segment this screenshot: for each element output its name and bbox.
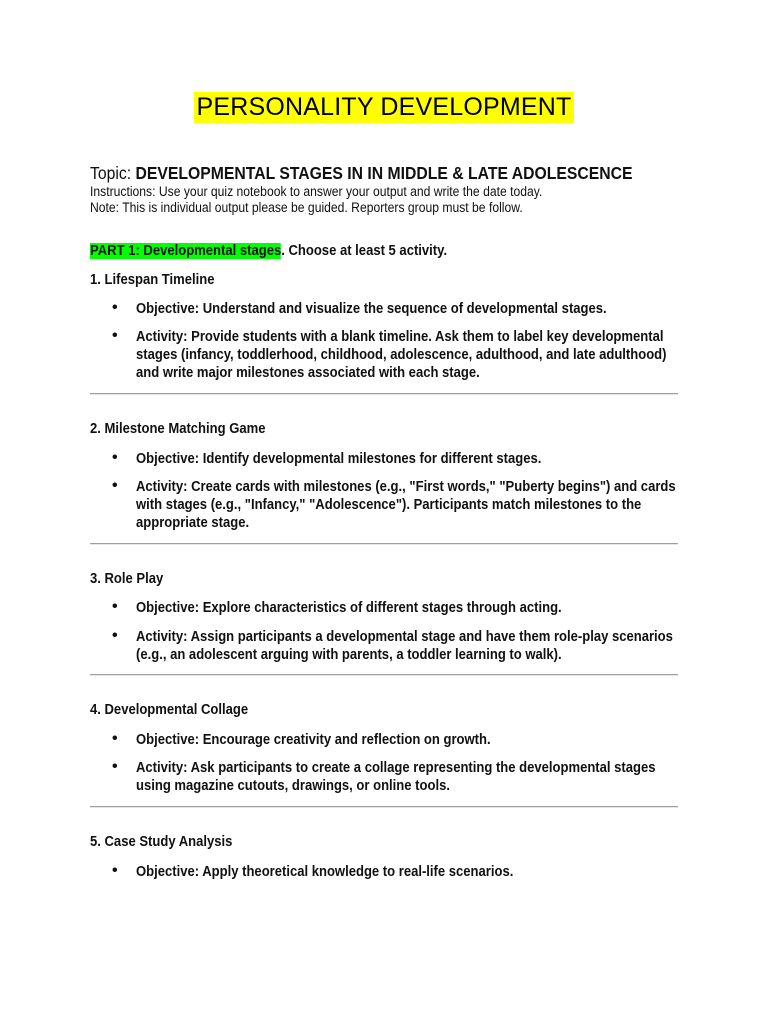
- bullet-icon: •: [112, 598, 118, 615]
- title-container: [0, 92, 768, 123]
- section-1-title: 1. Lifespan Timeline: [90, 272, 215, 288]
- bullet-icon: •: [112, 730, 118, 747]
- bullet-icon: •: [112, 327, 118, 344]
- topic-text: DEVELOPMENTAL STAGES IN IN MIDDLE & LATE ADOLESCENCE: [135, 163, 633, 183]
- instructions-text: Instructions: Use your quiz notebook to answer your output and write the date today.: [90, 184, 543, 199]
- section-4-title: 4. Developmental Collage: [90, 702, 249, 718]
- section-3-title: 3. Role Play: [90, 571, 164, 587]
- item-text: Activity: Provide students with a blank timeline. Ask them to label key developmental stages (infancy, toddlerhood, childhood, adolescence, adulthood, and late adulthood) and write major milestones associated with each stage.: [136, 329, 667, 381]
- note-text: Note: This is individual output please be guided. Reporters group must be follow.: [90, 200, 523, 215]
- section-5-title: 5. Case Study Analysis: [90, 834, 233, 850]
- bullet-icon: •: [112, 862, 118, 879]
- section-divider: [90, 543, 678, 545]
- bullet-icon: •: [112, 449, 118, 466]
- item-text: Objective: Identify developmental milestones for different stages.: [136, 451, 542, 467]
- part-heading: [90, 243, 447, 259]
- topic-label: Topic:: [90, 163, 136, 183]
- part-rest: . Choose at least 5 activity.: [281, 243, 448, 259]
- item-text: Objective: Explore characteristics of different stages through acting.: [136, 600, 562, 616]
- item-text: Activity: Assign participants a developmental stage and have them role-play scenarios (e.g., an adolescent arguing with parents, a toddler learning to walk).: [136, 629, 673, 663]
- item-text: Activity: Ask participants to create a collage representing the developmental stages using magazine cutouts, drawings, or online tools.: [136, 760, 656, 794]
- part-highlight: PART 1: Developmental stages: [90, 243, 282, 259]
- bullet-icon: •: [112, 627, 118, 644]
- item-text: Activity: Create cards with milestones (e.g., "First words," "Puberty begins") and cards with stages (e.g., "Infancy," "Adolescence"). Participants match milestones to the appropriate stage.: [136, 479, 676, 531]
- bullet-icon: •: [112, 477, 118, 494]
- item-text: Objective: Understand and visualize the sequence of developmental stages.: [136, 301, 607, 317]
- section-divider: [90, 674, 678, 676]
- item-text: Objective: Apply theoretical knowledge to real-life scenarios.: [136, 864, 514, 880]
- topic-line: [90, 163, 633, 184]
- document-title: PERSONALITY DEVELOPMENT: [196, 93, 572, 121]
- bullet-icon: •: [112, 758, 118, 775]
- section-divider: [90, 393, 678, 395]
- bullet-icon: •: [112, 299, 118, 316]
- item-text: Objective: Encourage creativity and reflection on growth.: [136, 732, 491, 748]
- section-2-title: 2. Milestone Matching Game: [90, 421, 266, 437]
- section-divider: [90, 806, 678, 808]
